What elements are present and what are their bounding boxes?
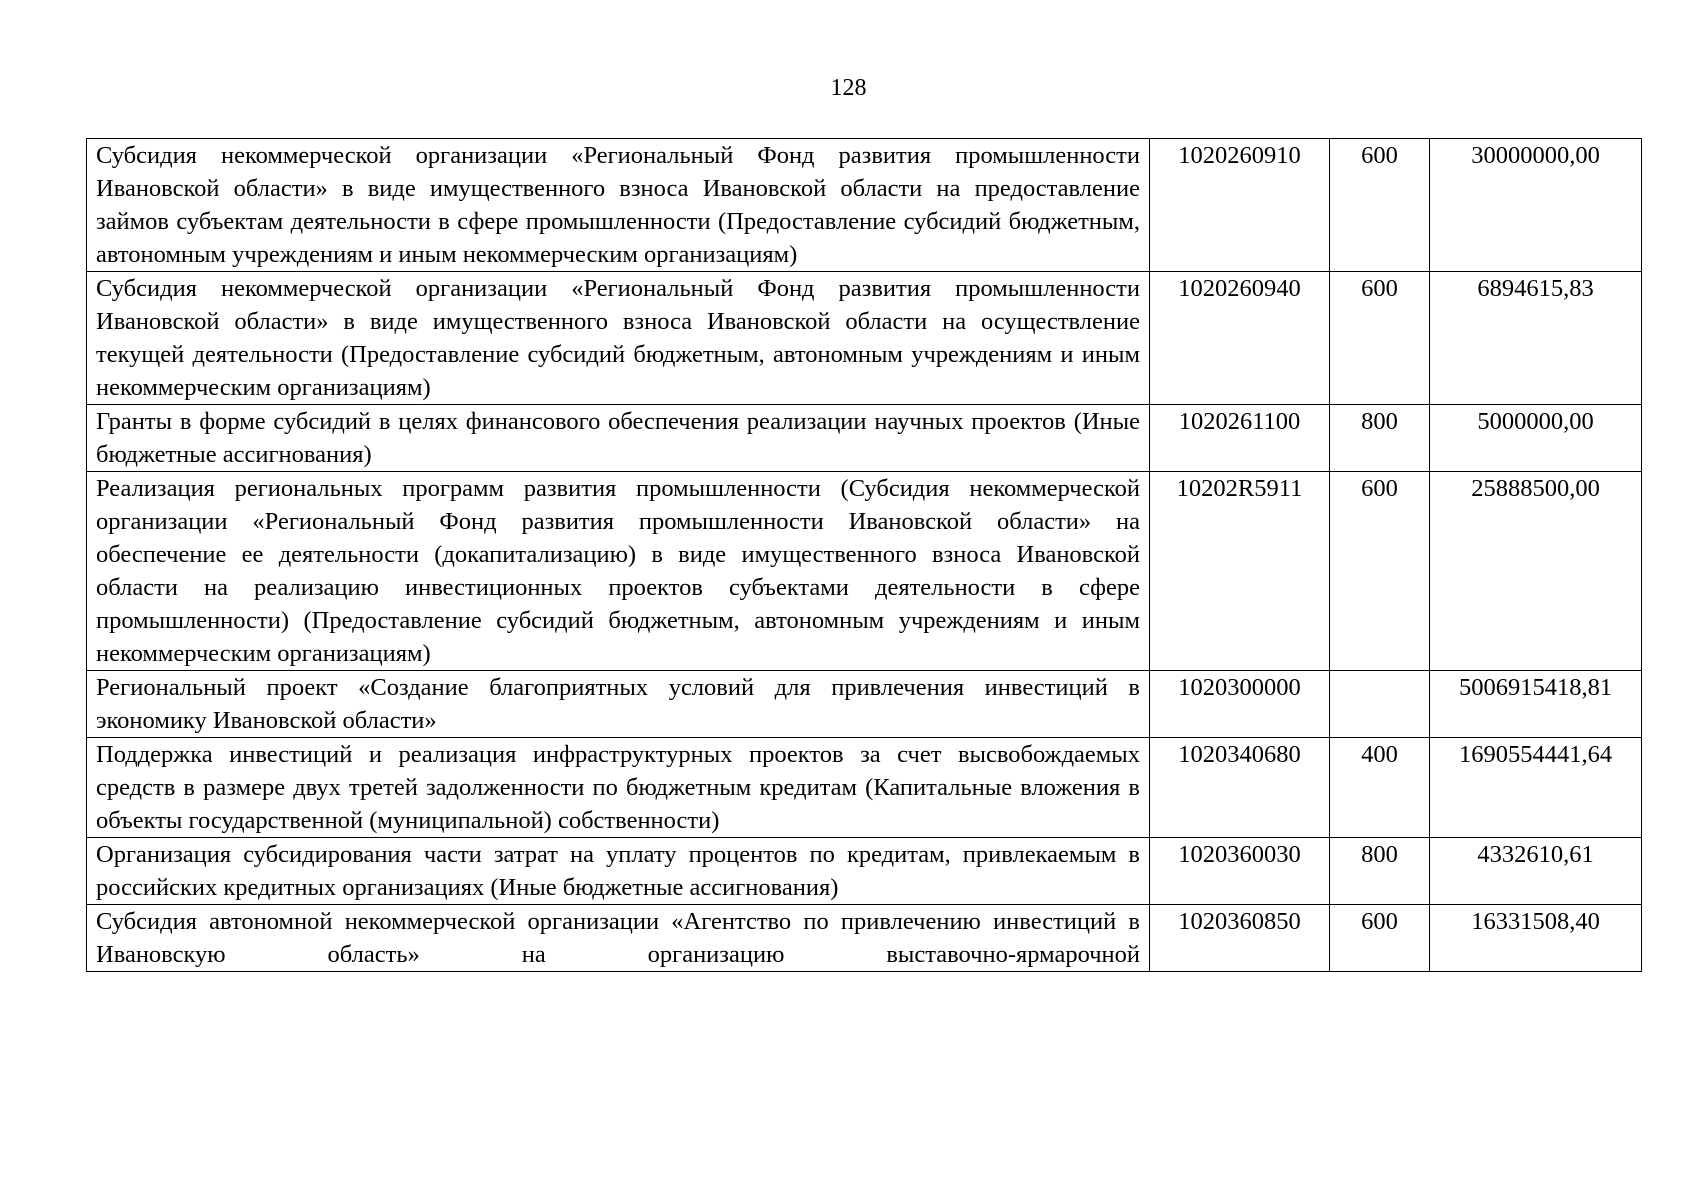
- target-article-code: 1020360850: [1150, 905, 1330, 972]
- row-description: Субсидия некоммерческой организации «Региональный Фонд развития промышленности Ивановской области» в виде имущественного взноса Ивановской области на осуществление текущей деятельности (Предоставление субсидий бюджетным, автономным учреждениям и иным некоммерческим организациям): [87, 272, 1150, 405]
- row-description: Субсидия некоммерческой организации «Региональный Фонд развития промышленности Ивановской области» в виде имущественного взноса Ивановской области на предоставление займов субъектам деятельности в сфере промышленности (Предоставление субсидий бюджетным, автономным учреждениям и иным некоммерческим организациям): [87, 139, 1150, 272]
- amount: 25888500,00: [1430, 472, 1642, 671]
- target-article-code: 1020260940: [1150, 272, 1330, 405]
- expense-type-code: 600: [1330, 139, 1430, 272]
- amount: 5000000,00: [1430, 405, 1642, 472]
- table-row: [87, 671, 1642, 738]
- target-article-code: 1020261100: [1150, 405, 1330, 472]
- target-article-code: 1020260910: [1150, 139, 1330, 272]
- amount: 30000000,00: [1430, 139, 1642, 272]
- target-article-code: 1020300000: [1150, 671, 1330, 738]
- expense-type-code: 400: [1330, 738, 1430, 838]
- expense-type-code: 600: [1330, 905, 1430, 972]
- expense-type-code: 600: [1330, 472, 1430, 671]
- table-row: [87, 838, 1642, 905]
- table-row: [87, 905, 1642, 972]
- table-row: [87, 139, 1642, 272]
- target-article-code: 1020340680: [1150, 738, 1330, 838]
- row-description: Гранты в форме субсидий в целях финансового обеспечения реализации научных проектов (Иные бюджетные ассигнования): [87, 405, 1150, 472]
- expense-type-code: 800: [1330, 838, 1430, 905]
- table-row: [87, 405, 1642, 472]
- row-description: Поддержка инвестиций и реализация инфраструктурных проектов за счет высвобождаемых средств в размере двух третей задолженности по бюджетным кредитам (Капитальные вложения в объекты государственной (муниципальной) собственности): [87, 738, 1150, 838]
- amount: 6894615,83: [1430, 272, 1642, 405]
- expense-type-code: 800: [1330, 405, 1430, 472]
- table-row: [87, 472, 1642, 671]
- budget-table: [86, 138, 1642, 972]
- row-description: Субсидия автономной некоммерческой организации «Агентство по привлечению инвестиций в Ивановскую область» на организацию выставочно-ярмарочной: [87, 905, 1150, 972]
- amount: 16331508,40: [1430, 905, 1642, 972]
- expense-type-code: 600: [1330, 272, 1430, 405]
- target-article-code: 10202R5911: [1150, 472, 1330, 671]
- amount: 1690554441,64: [1430, 738, 1642, 838]
- table-row: [87, 738, 1642, 838]
- table-row: [87, 272, 1642, 405]
- row-description: Реализация региональных программ развития промышленности (Субсидия некоммерческой организации «Региональный Фонд развития промышленности Ивановской области» на обеспечение ее деятельности (докапитализацию) в виде имущественного взноса Ивановской области на реализацию инвестиционных проектов субъектами деятельности в сфере промышленности) (Предоставление субсидий бюджетным, автономным учреждениям и иным некоммерческим организациям): [87, 472, 1150, 671]
- row-description: Региональный проект «Создание благоприятных условий для привлечения инвестиций в экономику Ивановской области»: [87, 671, 1150, 738]
- target-article-code: 1020360030: [1150, 838, 1330, 905]
- page-number: 128: [830, 75, 867, 101]
- row-description: Организация субсидирования части затрат на уплату процентов по кредитам, привлекаемым в российских кредитных организациях (Иные бюджетные ассигнования): [87, 838, 1150, 905]
- amount: 5006915418,81: [1430, 671, 1642, 738]
- amount: 4332610,61: [1430, 838, 1642, 905]
- expense-type-code: [1330, 671, 1430, 738]
